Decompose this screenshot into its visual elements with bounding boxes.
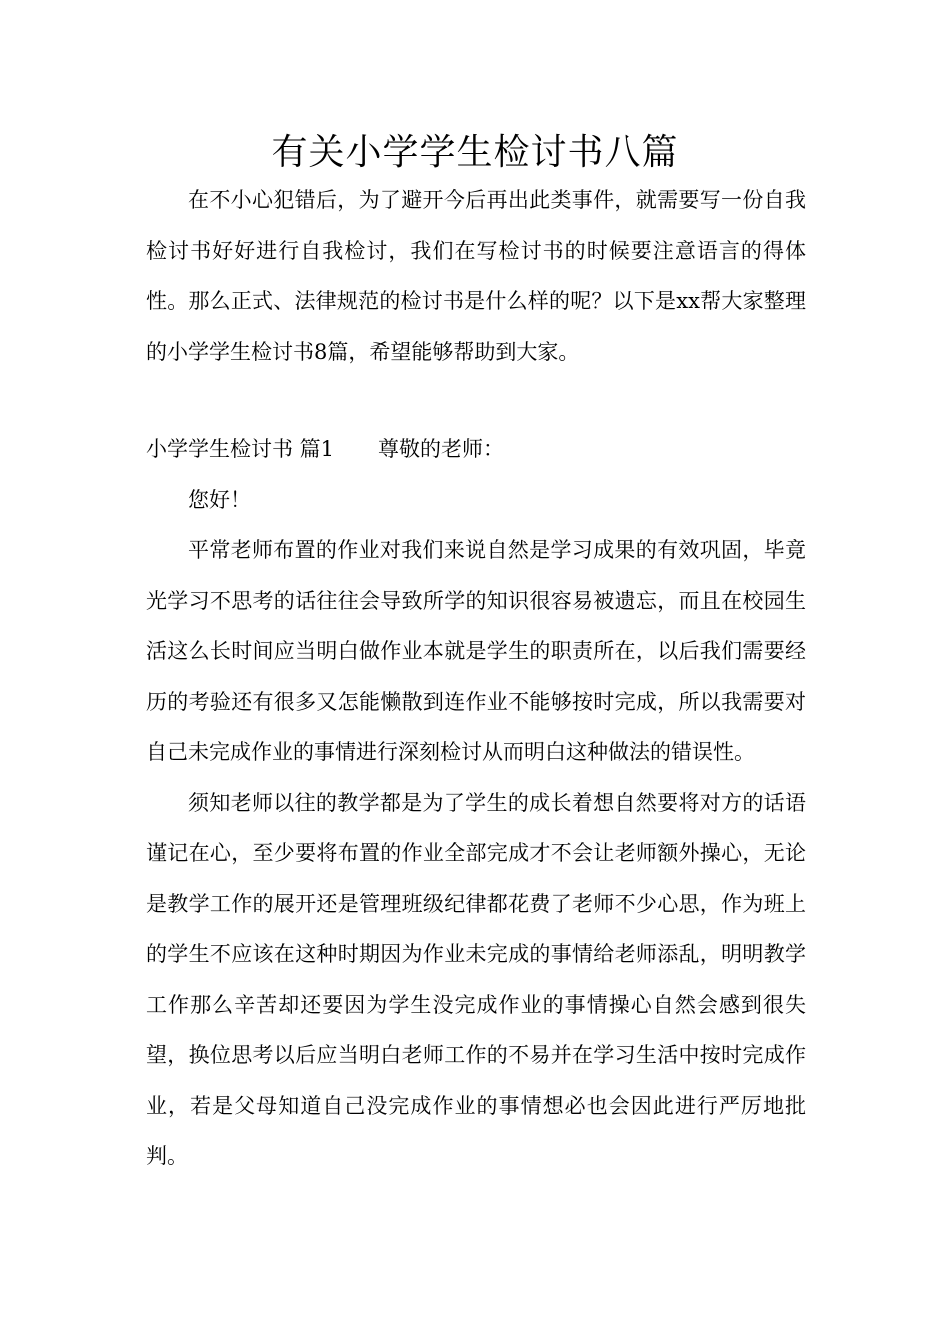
intro-block	[146, 175, 806, 377]
body-paragraph-2: 须知老师以往的教学都是为了学生的成长着想自然要将对方的话语谨记在心，至少要将布置的作业全部完成才不会让老师额外操心，无论是教学工作的展开还是管理班级纪律都花费了老师不少心思，作为班上的学生不应该在这种时期因为作业未完成的事情给老师添乱，明明教学工作那么辛苦却还要因为学生没完成作业的事情操心自然会感到很失望，换位思考以后应当明白老师工作的不易并在学习生活中按时完成作业，若是父母知道自己没完成作业的事情想必也会因此进行严厉地批判。	[146, 790, 806, 1168]
intro-paragraph: 在不小心犯错后，为了避开今后再出此类事件，就需要写一份自我检讨书好好进行自我检讨，我们在写检讨书的时候要注意语言的得体性。那么正式、法律规范的检讨书是什么样的呢？以下是xx帮大家整理的小学学生检讨书8篇，希望能够帮助到大家。	[146, 188, 806, 364]
section-heading: 小学学生检讨书 篇1	[146, 437, 335, 461]
section-heading-line	[146, 424, 806, 475]
greeting: 您好！	[188, 487, 251, 512]
body-paragraph-1: 平常老师布置的作业对我们来说自然是学习成果的有效巩固，毕竟光学习不思考的话往往会导致所学的知识很容易被遗忘，而且在校园生活这么长时间应当明白做作业本就是学生的职责所在，以后我们需要经历的考验还有很多又怎能懒散到连作业不能够按时完成，所以我需要对自己未完成作业的事情进行深刻检讨从而明白这种做法的错误性。	[146, 538, 806, 764]
salutation: 尊敬的老师：	[378, 437, 505, 461]
section-1	[146, 424, 806, 1182]
document-title: 有关小学学生检讨书八篇	[271, 132, 679, 173]
